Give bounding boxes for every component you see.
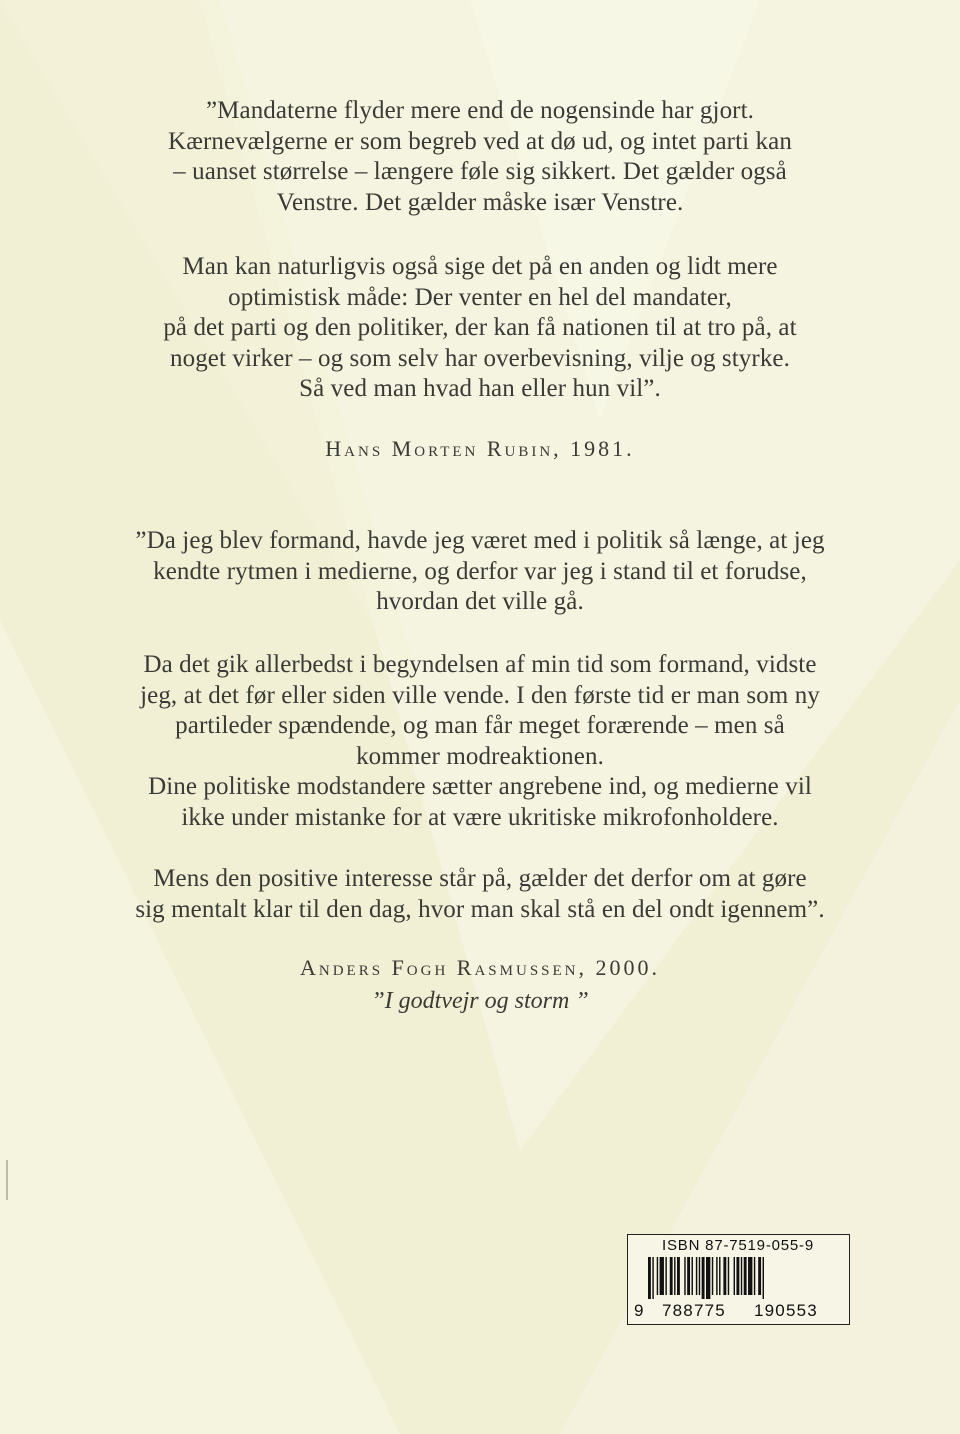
spine-mark [6,1160,8,1200]
barcode-bar [706,1257,710,1299]
text-line: ”Mandaterne flyder mere end de nogensinde har gjort. [205,97,755,124]
barcode-bar [763,1257,764,1299]
barcode-bar [648,1257,651,1299]
barcode-bar [687,1257,690,1295]
quote-rasmussen-para2 [0,650,960,833]
text-line: kendte rytmen i medierne, og derfor var jeg i stand til et forudse, [153,557,807,585]
barcode-bar [670,1257,673,1295]
barcode-bar [657,1257,658,1295]
text-line: noget virker – og som selv har overbevisning, vilje og styrke. [170,344,790,372]
barcode-bar [692,1257,693,1295]
barcode-bar [665,1257,666,1295]
text-line: kommer modreaktionen. [356,742,604,770]
text-line: Da det gik allerbedst i begyndelsen af min tid som formand, vidste [143,651,817,678]
barcode-bar [684,1257,685,1295]
barcode-bars [648,1257,844,1299]
barcode-bar [674,1257,675,1295]
text-line: partileder spændende, og man får meget forærende – men så [175,712,785,739]
attribution-rasmussen: Anders Fogh Rasmussen, 2000. [300,955,660,980]
text-line: Venstre. Det gælder måske især Venstre. [276,188,684,216]
attribution-rubin: Hans Morten Rubin, 1981. [325,436,635,461]
text-line: Man kan naturligvis også sige det på en anden og lidt mere [182,253,778,280]
barcode-first-digit: 9 [634,1301,645,1320]
barcode-bar [660,1257,664,1295]
isbn-label: ISBN 87-7519-055-9 [662,1237,814,1254]
barcode-left-digits: 788775 [662,1301,726,1320]
text-line: jeg, at det før eller siden ville vende. I den første tid er man som ny [140,681,820,709]
barcode-bar [702,1257,705,1299]
barcode-bar [723,1257,726,1295]
barcode-bar [719,1257,720,1295]
barcode-bar [677,1257,680,1295]
barcode-bar [734,1257,735,1295]
text-line: ikke under mistanke for at være ukritiske mikrofonholdere. [181,803,779,831]
barcode-bar [754,1257,755,1295]
text-line: på det parti og den politiker, der kan få nationen til at tro på, at [163,314,797,341]
text-line: sig mentalt klar til den dag, hvor man skal stå en del ondt igennem”. [135,895,825,923]
barcode-bar [758,1257,761,1295]
quote-rasmussen-para3 [0,864,960,925]
barcode-bar [712,1257,713,1295]
text-line: – uanset størrelse – længere føle sig sikkert. Det gælder også [173,158,787,185]
barcode-bar [736,1257,739,1295]
quote-rasmussen-para1 [0,526,960,618]
barcode-bar [696,1257,697,1295]
text-line: Dine politiske modstandere sætter angrebene ind, og medierne vil [148,773,812,800]
barcode-bar [652,1257,653,1299]
text-line: Så ved man hvad han eller hun vil”. [299,375,661,402]
barcode-bar [744,1257,747,1295]
barcode-bar [741,1257,742,1295]
text-line: ”Da jeg blev formand, havde jeg været med i politik så længe, at jeg [135,527,825,554]
text-line: Kærnevælgerne er som begreb ved at dø ud, og intet parti kan [168,127,792,155]
quote-rubin-para1 [0,96,960,218]
barcode-bar [716,1257,717,1295]
barcode-bar [728,1257,729,1295]
text-line: hvordan det ville gå. [376,588,584,615]
book-source-title: ”I godtvejr og storm ” [371,988,589,1014]
barcode-right-digits: 190553 [754,1301,818,1320]
quote-rubin-para2 [0,252,960,405]
barcode-bar [748,1257,752,1295]
text-line: Mens den positive interesse står på, gælder det derfor om at gøre [153,865,807,892]
barcode-bar [699,1257,700,1295]
isbn-barcode [627,1234,850,1325]
text-line: optimistisk måde: Der venter en hel del mandater, [228,283,732,311]
